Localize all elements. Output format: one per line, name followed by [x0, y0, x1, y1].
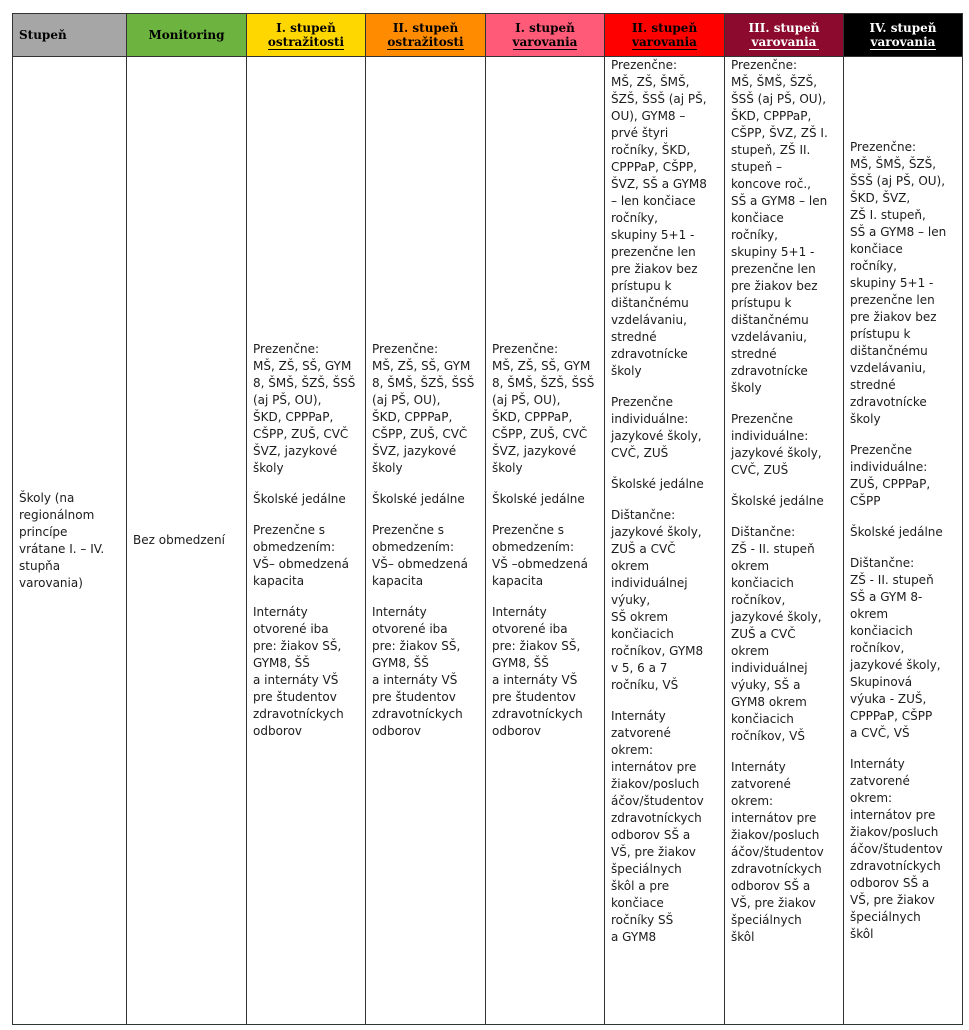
header-stupen	[13, 14, 127, 57]
header-ii-stupen-varovania	[605, 14, 725, 57]
ii-varovania-block-distancne: Dištančne: jazykové školy, ZUŠ a CVČ okrem individuálnej výuky, SŠ okrem končiacich ročníkov, GYM8 v 5, 6 a 7 ročníku, VŠ	[611, 508, 704, 692]
iii-varovania-block-prezencne: Prezenčne: MŠ, ŠMŠ, ŠZŠ, ŠSŠ (aj PŠ, OU), ŠKD, CPPPaP, CŠPP, ŠVZ, ZŠ I. stupeň, ZŠ II. stupeň – koncove roč., SŠ a GYM8 – len končiace ročníky, skupiny 5+1 - prezenčne len pre žiakov bez prístupu k dištančnému vzdelávaniu, stredné zdravotnícke školy	[731, 58, 828, 395]
ii-varovania-block-individualne: Prezenčne individuálne: jazykové školy, CVČ, ZUŠ	[611, 395, 702, 460]
header-iv-stupen-varovania	[844, 14, 963, 57]
i-ostrazitosti-block-internaty: Internáty otvorené iba pre: žiakov SŠ, GYM8, ŠŠ a internáty VŠ pre študentov zdravotníckych odborov	[253, 605, 344, 738]
ii-ostrazitosti-block-prezencne: Prezenčne: MŠ, ZŠ, SŠ, GYM 8, ŠMŠ, ŠZŠ, ŠSŠ (aj PŠ, OU), ŠKD, CPPPaP, CŠPP, ZUŠ, CVČ ŠVZ, jazykové školy	[372, 342, 475, 475]
header-ii-stupen-ostrazitosti	[366, 14, 486, 57]
i-varovania-block-jedalne: Školské jedálne	[492, 492, 585, 506]
i-ostrazitosti-block-obmedzenim: Prezenčne s obmedzením: VŠ– obmedzená kapacita	[253, 523, 349, 588]
header-i-varovania-label: I. stupeň varovania	[512, 20, 578, 49]
iii-varovania-block-jedalne: Školské jedálne	[731, 494, 824, 508]
ii-ostrazitosti-block-obmedzenim: Prezenčne s obmedzením: VŠ– obmedzená kapacita	[372, 523, 468, 588]
cell-iii-varovania	[725, 57, 844, 1025]
header-i-stupen-ostrazitosti	[247, 14, 366, 57]
i-varovania-block-obmedzenim: Prezenčne s obmedzením: VŠ –obmedzená kapacita	[492, 523, 588, 588]
iv-varovania-block-internaty: Internáty zatvorené okrem: internátov pre žiakov/posluch áčov/študentov zdravotníckych odborov SŠ a VŠ, pre žiakov špeciálnych škôl	[850, 756, 943, 941]
cell-stupen	[13, 57, 127, 1025]
i-ostrazitosti-block-prezencne: Prezenčne: MŠ, ZŠ, SŠ, GYM 8, ŠMŠ, ŠZŠ, ŠSŠ (aj PŠ, OU), ŠKD, CPPPaP, CŠPP, ZUŠ, CVČ ŠVZ, jazykové školy	[253, 342, 356, 475]
iv-varovania-block-prezencne: Prezenčne: MŠ, ŠMŠ, ŠZŠ, ŠSŠ (aj PŠ, OU), ŠKD, ŠVZ, ZŠ I. stupeň, SŠ a GYM8 – len končiace ročníky, skupiny 5+1 - prezenčne len pre žiakov bez prístupu k dištančnému vzdelávaniu, stredné zdravotnícke školy	[850, 139, 947, 426]
monitoring-text: Bez obmedzení	[133, 533, 225, 547]
header-iv-varovania-label: IV. stupeň varovania	[869, 20, 937, 49]
header-ii-ostrazitosti-label: II. stupeň ostražitosti	[387, 20, 464, 49]
header-i-ostrazitosti-label: I. stupeň ostražitosti	[267, 20, 345, 49]
ii-ostrazitosti-block-jedalne: Školské jedálne	[372, 492, 465, 506]
ii-varovania-block-internaty: Internáty zatvorené okrem: internátov pre žiakov/posluch áčov/študentov zdravotníckych odborov SŠ a VŠ, pre žiakov špeciálnych škôl a pre končiace ročníky SŠ a GYM8	[611, 709, 704, 944]
cell-iv-varovania	[844, 57, 963, 1025]
i-varovania-block-prezencne: Prezenčne: MŠ, ZŠ, SŠ, GYM 8, ŠMŠ, ŠZŠ, ŠSŠ (aj PŠ, OU), ŠKD, CPPPaP, CŠPP, ZUŠ, CVČ ŠVZ, jazykové školy	[492, 342, 595, 475]
iv-varovania-block-distancne: Dištančne: ZŠ - II. stupeň SŠ a GYM 8- okrem končiacich ročníkov, jazykové školy, Skupinová výuka - ZUŠ, CPPPaP, CŠPP a CVČ, VŠ	[850, 555, 941, 740]
header-stupen-label: Stupeň	[19, 28, 67, 42]
i-varovania-block-internaty: Internáty otvorené iba pre: žiakov SŠ, GYM8, ŠŠ a internáty VŠ pre študentov zdravotníckych odborov	[492, 605, 583, 738]
iv-varovania-block-jedalne: Školské jedálne	[850, 524, 943, 539]
header-i-stupen-varovania	[486, 14, 605, 57]
iii-varovania-block-distancne: Dištančne: ZŠ - II. stupeň okrem končiacich ročníkov, jazykové školy, ZUŠ a CVČ okrem individuálnej výuky, SŠ a GYM8 okrem končiacich ročníkov, VŠ	[731, 525, 822, 743]
cell-i-varovania	[486, 57, 605, 1025]
ii-varovania-block-prezencne: Prezenčne: MŠ, ZŠ, ŠMŠ, ŠZŠ, ŠSŠ (aj PŠ, OU), GYM8 – prvé štyri ročníky, ŠKD, CPPPaP, CŠPP, ŠVZ, SŠ a GYM8 – len končiace ročníky, skupiny 5+1 - prezenčne len pre žiakov bez prístupu k dištančnému vzdelávaniu, stredné zdravotnícke školy	[611, 58, 707, 378]
iii-varovania-block-individualne: Prezenčne individuálne: jazykové školy, CVČ, ZUŠ	[731, 412, 822, 477]
cell-ii-varovania	[605, 57, 725, 1025]
iii-varovania-block-internaty: Internáty zatvorené okrem: internátov pre žiakov/posluch áčov/študentov zdravotníckych odborov SŠ a VŠ, pre žiakov špeciálnych škôl	[731, 760, 824, 944]
header-monitoring	[127, 14, 247, 57]
header-iii-stupen-varovania	[725, 14, 844, 57]
school-measures-table	[12, 13, 963, 1025]
header-ii-varovania-label: II. stupeň varovania	[631, 20, 698, 49]
ii-ostrazitosti-block-internaty: Internáty otvorené iba pre: žiakov SŠ, GYM8, ŠŠ a internáty VŠ pre študentov zdravotníckych odborov	[372, 605, 463, 738]
header-monitoring-label: Monitoring	[148, 28, 225, 42]
header-iii-varovania-label: III. stupeň varovania	[748, 20, 820, 49]
cell-monitoring	[127, 57, 247, 1025]
i-ostrazitosti-block-jedalne: Školské jedálne	[253, 492, 346, 506]
stupen-text: Školy (na regionálnom princípe vrátane I. – IV. stupňa varovania)	[19, 490, 105, 590]
cell-ii-ostrazitosti	[366, 57, 486, 1025]
ii-varovania-block-jedalne: Školské jedálne	[611, 477, 704, 491]
header-row	[13, 14, 963, 57]
iv-varovania-block-individualne: Prezenčne individuálne: ZUŠ, CPPPaP, CŠPP	[850, 442, 931, 508]
table-row	[13, 57, 963, 1025]
cell-i-ostrazitosti	[247, 57, 366, 1025]
